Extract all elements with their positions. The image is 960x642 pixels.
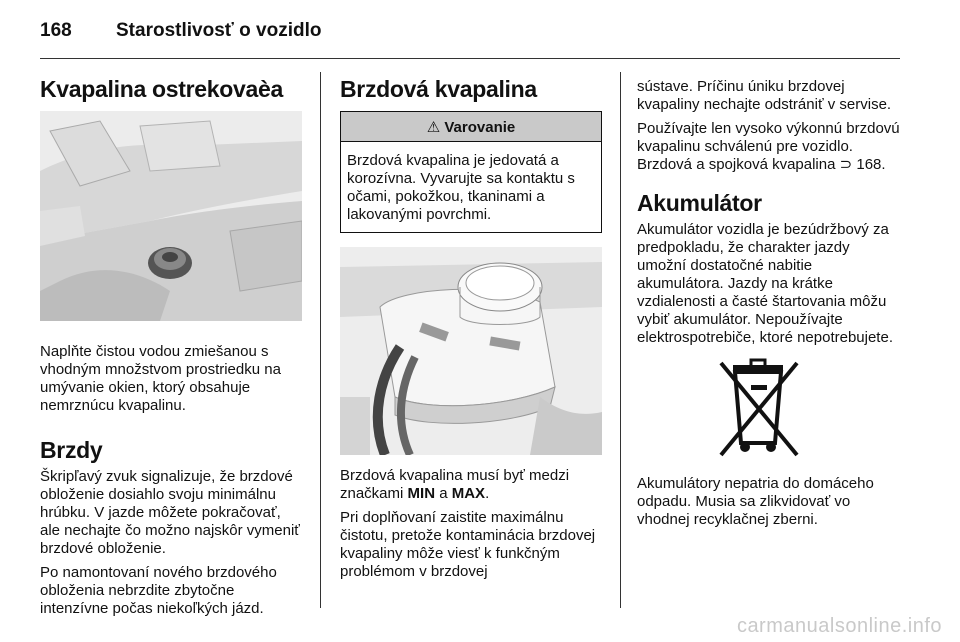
section-heading-brakes: Brzdy — [40, 437, 103, 463]
level-text-start: Brzdová kvapalina musí byť medzi značkami — [340, 467, 570, 502]
and-text: a — [435, 485, 452, 502]
column-divider — [620, 72, 621, 608]
warning-text: Brzdová kvapalina je jedovatá a korozívna. Vyvarujte sa kontaktu s očami, pokožkou, tkaninami a lakovanými povrchmi. — [347, 152, 575, 223]
warning-header — [341, 112, 601, 142]
column-divider — [320, 72, 321, 608]
chapter-title: Starostlivosť o vozidlo — [116, 20, 322, 41]
brakes-text-1: Škripľavý zvuk signalizuje, že brzdové obloženie dosiahlo svoju minimálnu hrúbku. V jazde môžete pokračovať, ale nechajte čo možno najskôr vymeniť brzdové obloženie. — [40, 468, 300, 557]
brake-fluid-type-text — [637, 120, 902, 174]
column-1 — [40, 72, 302, 624]
brakes-text-2: Po namontovaní nového brzdového obloženia nebrzdite zbytočne intenzívne počas niekoľkých jázd. — [40, 564, 277, 617]
washer-reservoir-photo — [40, 111, 302, 321]
brake-fluid-level-text — [340, 467, 602, 503]
crossed-bin-icon — [711, 357, 811, 461]
battery-disposal-text: Akumulátory nepatria do domáceho odpadu. Musia sa zlikvidovať vo vhodnej recyklačnej zberni. — [637, 475, 874, 528]
battery-text: Akumulátor vozidla je bezúdržbový za predpokladu, že charakter jazdy umožní dostatočné nabitie akumulátora. Jazdy na krátke vzdialenosti a časté štartovania môžu vybiť akumulátor. Nepoužívajte elektrospotrebiče, ktoré nepotrebujete. — [637, 221, 893, 346]
section-heading-brake-fluid: Brzdová kvapalina — [340, 76, 537, 102]
brake-leak-text: sústave. Príčinu úniku brzdovej kvapaliny nechajte odstrániť v servise. — [637, 78, 892, 113]
warning-icon: ⚠ — [426, 119, 441, 136]
page-reference-icon: ⊃ — [839, 156, 857, 173]
warning-box — [340, 111, 602, 233]
washer-fluid-text: Naplňte čistou vodou zmiešanou s vhodným množstvom prostriedku na umývanie okien, ktorý obsahuje nemrznúcu kvapalinu. — [40, 343, 281, 414]
brake-fluid-reservoir-photo — [340, 247, 602, 455]
fluid-type-start: Používajte len vysoko výkonnú brzdovú kvapalinu schválenú pre vozidlo. Brzdová a spojková kvapalina — [637, 120, 900, 173]
column-3 — [637, 72, 902, 535]
section-heading-washer-fluid: Kvapalina ostrekovaèa — [40, 76, 283, 102]
column-2 — [340, 72, 602, 587]
max-mark: MAX — [451, 485, 486, 502]
warning-label: Varovanie — [444, 119, 516, 136]
min-mark: MIN — [407, 485, 436, 502]
page-number: 168 — [40, 20, 72, 41]
page-reference[interactable]: 168. — [856, 156, 886, 173]
page-header — [40, 10, 900, 50]
section-heading-battery: Akumulátor — [637, 190, 762, 216]
brake-fluid-cleanliness-text: Pri doplňovaní zaistite maximálnu čistotu, pretože kontaminácia brzdovej kvapaliny môže viesť k funkčným problémom v brzdovej — [340, 509, 596, 580]
header-divider — [40, 58, 900, 59]
period: . — [485, 485, 490, 502]
watermark: carmanualsonline.info — [736, 615, 942, 637]
